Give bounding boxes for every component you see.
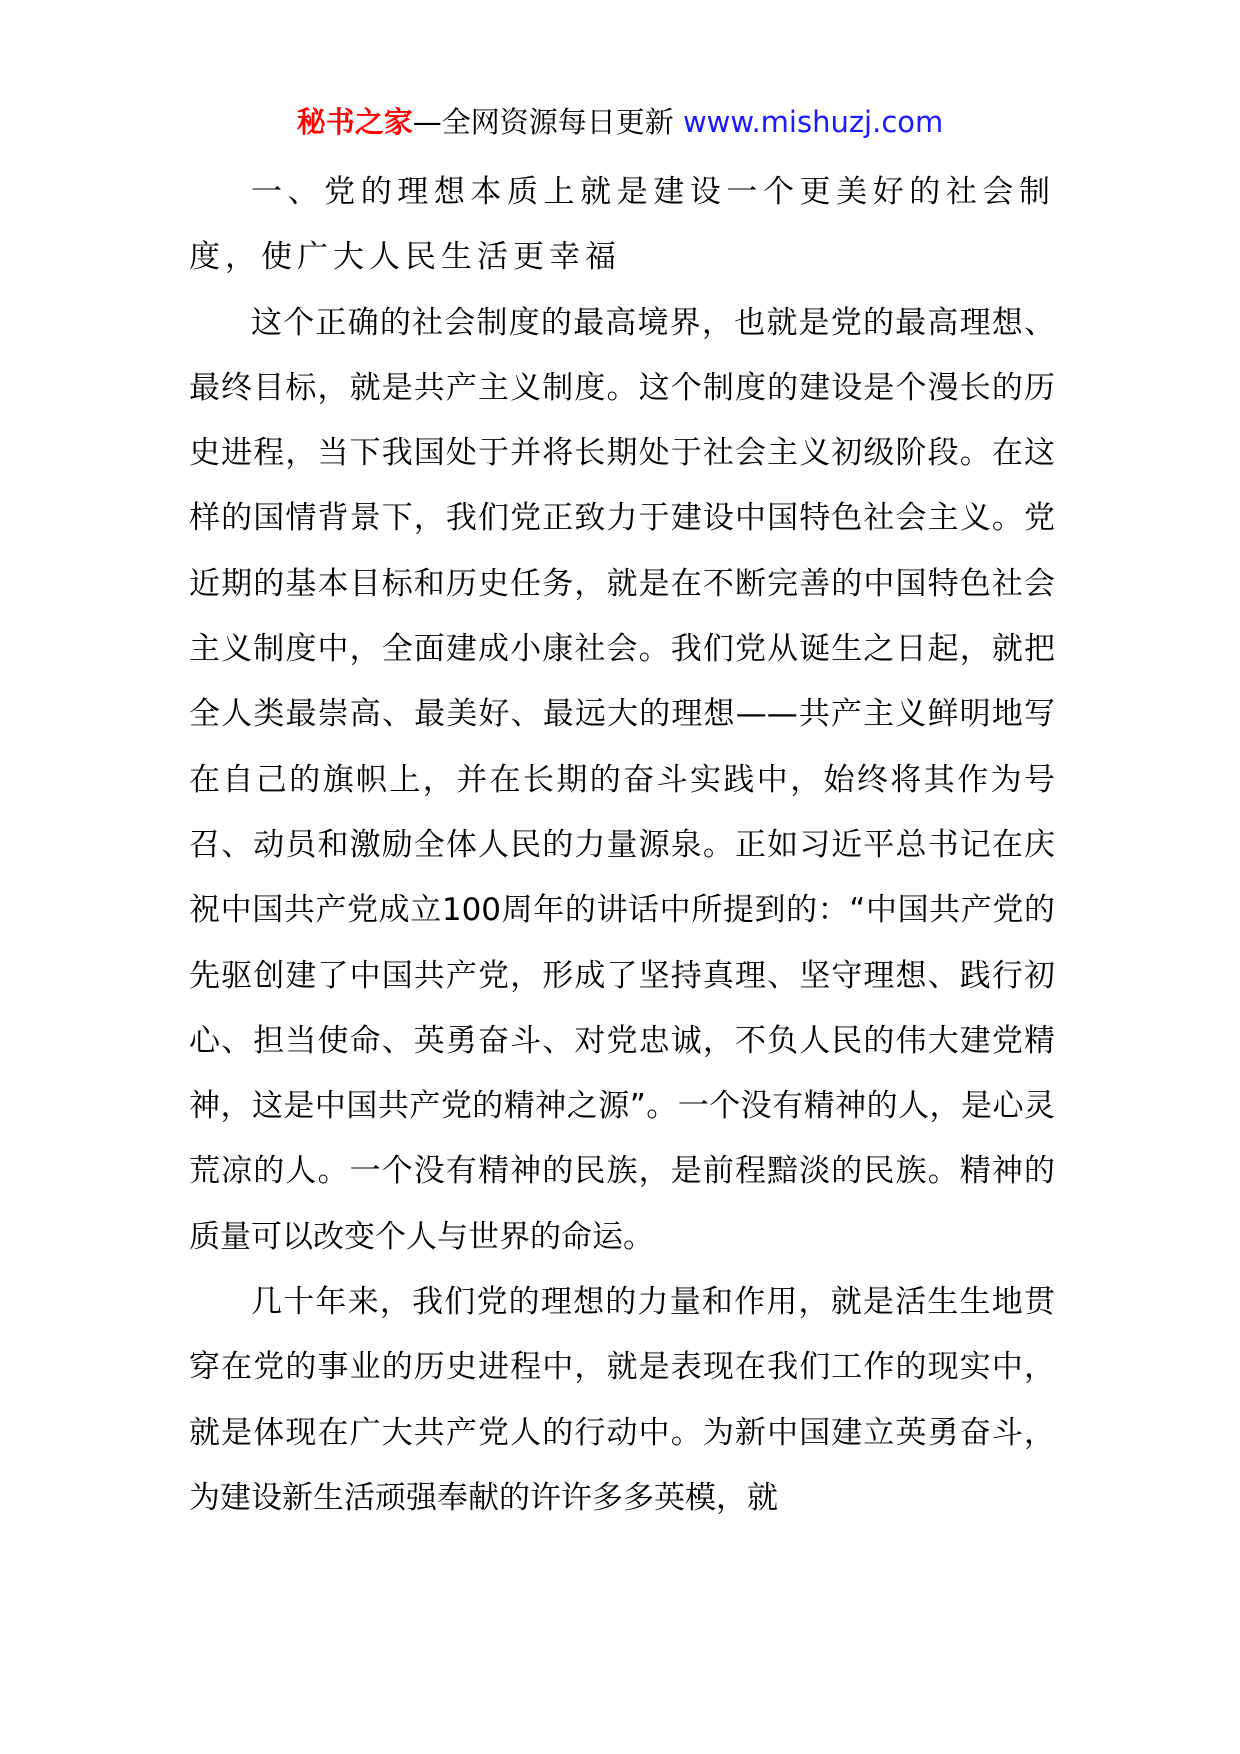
paragraph: 这个正确的社会制度的最高境界，也就是党的最高理想、最终目标，就是共产主义制度。这个制度的建设是个漫长的历史进程，当下我国处于并将长期处于社会主义初级阶段。在这样的国情背景下，我们党正致力于建设中国特色社会主义。党近期的基本目标和历史任务，就是在不断完善的中国特色社会主义制度中，全面建成小康社会。我们党从诞生之日起，就把全人类最崇高、最美好、最远大的理想——共产主义鲜明地写在自己的旗帜上，并在长期的奋斗实践中，始终将其作为号召、动员和激励全体人民的力量源泉。正如习近平总书记在庆祝中国共产党成立100周年的讲话中所提到的：“中国共产党的先驱创建了中国共产党，形成了坚持真理、坚守理想、践行初心、担当使命、英勇奋斗、对党忠诚，不负人民的伟大建党精神，这是中国共产党的精神之源”。一个没有精神的人，是心灵荒凉的人。一个没有精神的民族，是前程黯淡的民族。精神的质量可以改变个人与世界的命运。 [189,304,1055,1255]
paragraph: 几十年来，我们党的理想的力量和作用，就是活生生地贯穿在党的事业的历史进程中，就是表现在我们工作的现实中，就是体现在广大共产党人的行动中。为新中国建立英勇奋斗，为建设新生活顽强奉献的许许多多英模，就 [189,1284,1055,1516]
site-url-link[interactable]: www.mishuzj.com [682,105,944,139]
page-header [0,100,1240,144]
section-heading: 一、党的理想本质上就是建设一个更美好的社会制度，使广大人民生活更幸福 [189,174,1055,276]
header-slogan: —全网资源每日更新 [412,105,674,139]
brand-name: 秘书之家 [296,105,413,139]
document-body [189,160,1055,1531]
